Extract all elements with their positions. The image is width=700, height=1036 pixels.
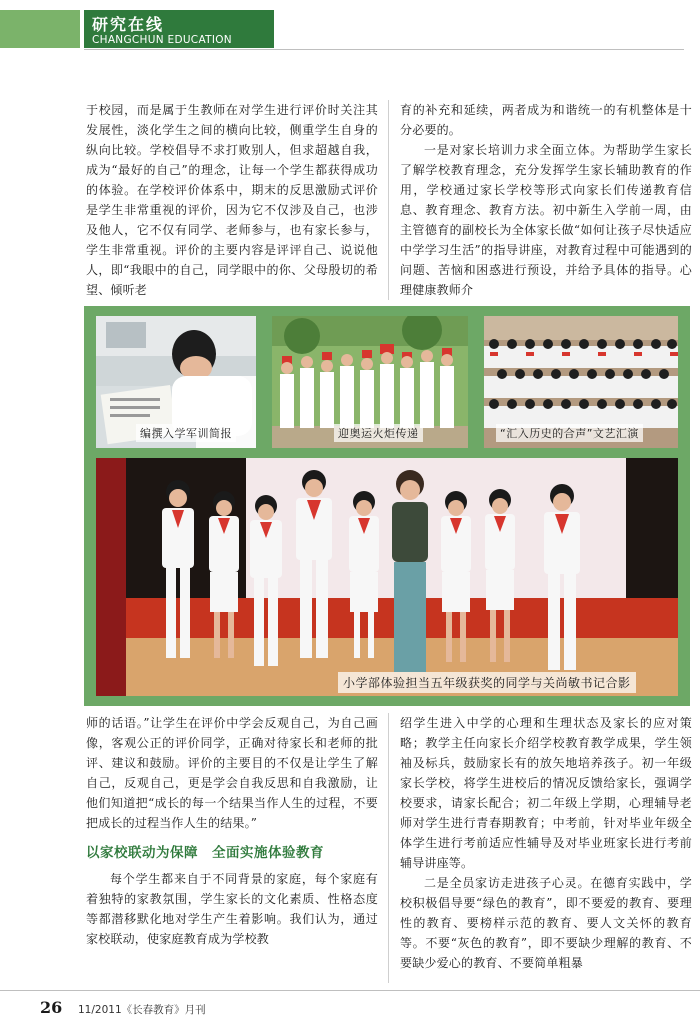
photo-collage — [84, 306, 690, 706]
paragraph: 一是对家长培训力求全面立体。为帮助学生家长了解学校教育理念，充分发挥学生家长辅助教育的作用，学校通过家长学校等形式向家长们传递教育信息、教育理念、教育方法。初中新生入学前一周，由主管德育的副校长为全体家长做“如何让孩子尽快适应中学学习生活”的指导讲座，对教育过程中可能遇到的问题、苦恼和困惑进行预设，并给予具体的指导。心理健康教师介 — [400, 143, 692, 297]
column-title: 研究在线 — [92, 15, 165, 34]
paragraph: 于校园，而是属于生教师在对学生进行评价时关注其发展性，淡化学生之间的横向比较，侧重学生自身的纵向比较。学校倡导不求打败别人，但求超越自我，成为“最好的自己”的理念，让每一个学生都获得成功的体验。在学校评价体系中，期末的反思激励式评价是学生非常重视的评价，因为它不仅涉及自己，也涉及他人，它不仅有同学、老师参与，也有家长参与，学生非常重视。评价的主要内容是评评自己、说说他人，即“我眼中的自己，同学眼中的你、父母殷切的希望、倾听老 — [86, 103, 378, 297]
article-column-bottom-left — [86, 713, 378, 949]
header-divider — [84, 49, 684, 50]
article-column-top-left — [86, 100, 378, 300]
photo-caption: 小学部体验担当五年级获奖的同学与关尚敏书记合影 — [338, 672, 636, 693]
paragraph: 每个学生都来自于不同背景的家庭，每个家庭有着独特的家教氛围，学生家长的文化素质、性格态度等都潜移默化地对学生产生着影响。我们认为，通过家校联动，使家庭教育成为学校教 — [86, 872, 378, 946]
column-subtitle: CHANGCHUN EDUCATION — [92, 34, 232, 46]
photo-caption: 迎奥运火炬传递 — [334, 424, 423, 442]
paragraph: 师的话语。”让学生在评价中学会反观自己，为自己画像，客观公正的评价同学，正确对待家长和老师的批评、建议和鼓励。评价的主要目的不仅是让学生了解自己，反观自己，更是学会自我反思和自我激励，让他们知道把“成长的每一个结果当作人生的过程，不要把成长的过程当作人生的结果。” — [86, 716, 378, 830]
paragraph: 育的补充和延续，两者成为和谐统一的有机整体是十分必要的。 — [400, 103, 692, 137]
issue-info: 11/2011《长春教育》月刊 — [78, 1004, 206, 1016]
article-column-bottom-right — [400, 713, 692, 973]
section-heading: 以家校联动为保障 全面实施体验教育 — [86, 845, 324, 861]
header-accent-bar — [0, 10, 80, 48]
column-divider — [388, 100, 389, 300]
photo-caption: 编撰入学军训简报 — [136, 424, 236, 442]
paragraph: 绍学生进入中学的心理和生理状态及家长的应对策略；教学主任向家长介绍学校教育教学成果，学生领袖及标兵，鼓励家长有的放矢地培养孩子。初一年级家长学校，将学生进校后的情况反馈给家长，强调学校要求，请家长配合；初二年级上学期，心理辅导老师对学生进行青春期教育；中考前，针对毕业年级全体学生进行考前适应性辅导及对毕业班家长进行考前辅导讲座等。 — [400, 716, 692, 870]
paragraph: 二是全员家访走进孩子心灵。在德育实践中，学校积极倡导要“绿色的教育”，即不要爱的教育、要理性的教育、要榜样示范的教育、要人文关怀的教育等。不要“灰色的教育”，即不要缺少理解的教育、不要缺少爱心的教育、不要简单粗暴 — [400, 876, 692, 970]
page-number: 26 — [40, 998, 63, 1017]
article-column-top-right — [400, 100, 692, 300]
column-divider — [388, 713, 389, 983]
photo-award-group — [96, 458, 678, 696]
photo-caption: “汇入历史的合声”文艺汇演 — [496, 424, 643, 442]
footer-divider — [0, 990, 700, 991]
